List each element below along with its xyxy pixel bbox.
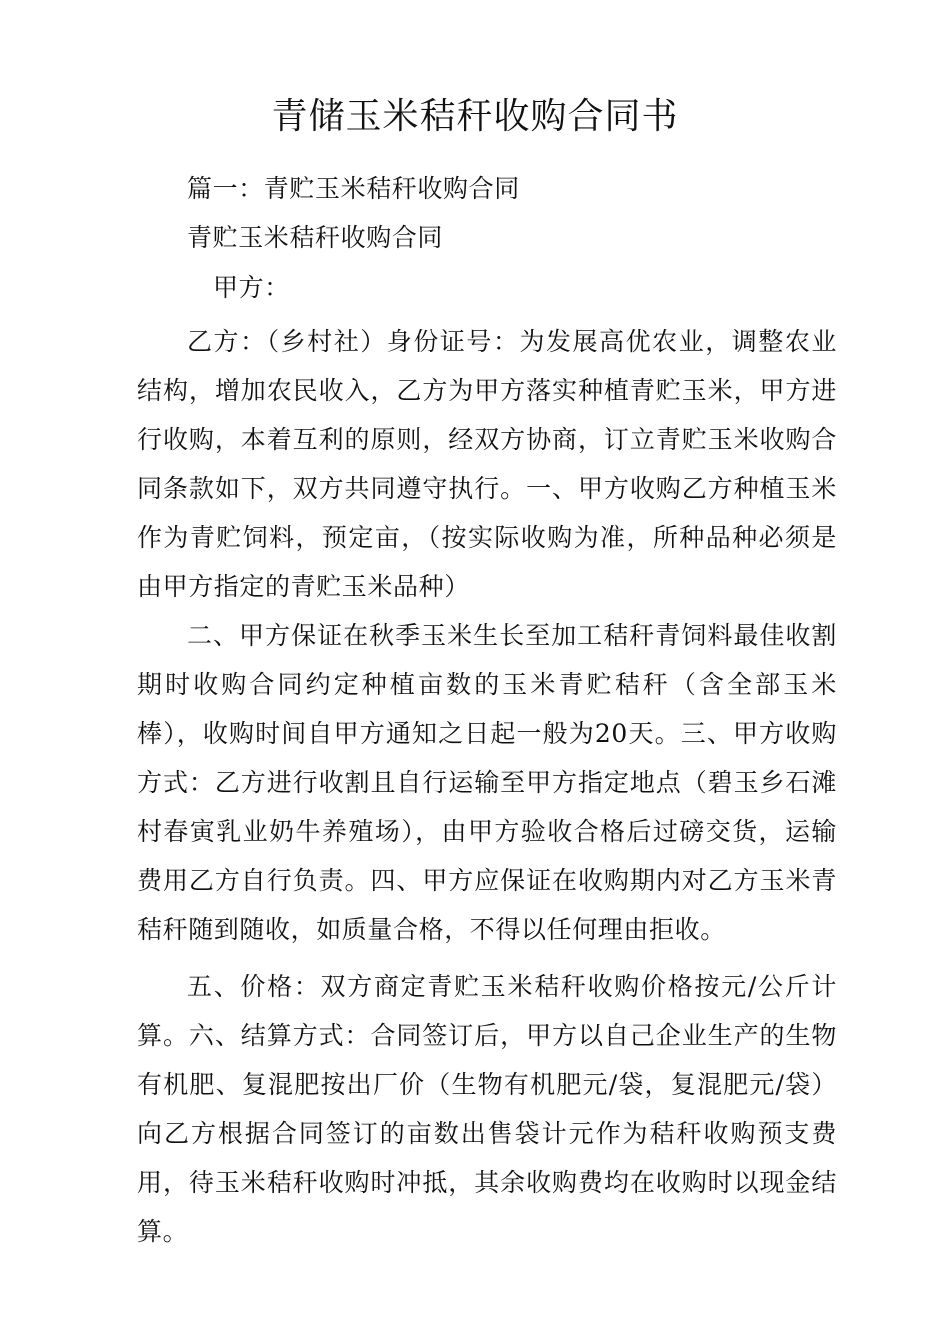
contract-heading: 青贮玉米秸秆收购合同 bbox=[187, 223, 444, 252]
paragraph-terms-2-4: 二、甲方保证在秋季玉米生长至加工秸秆青饲料最佳收割期时收购合同约定种植亩数的玉米青贮秸秆（含全部玉米棒），收购时间自甲方通知之日起一般为20天。三、甲方收购方式：乙方进行收割且自行运输至甲方指定地点（碧玉乡石滩村春寅乳业奶牛养殖场），由甲方验收合格后过磅交货，运输费用乙方自行负责。四、甲方应保证在收购期内对乙方玉米青秸秆随到随收，如质量合格，不得以任何理由拒收。 bbox=[137, 621, 837, 944]
document-title: 青储玉米秸秆收购合同书 bbox=[271, 96, 679, 137]
paragraph-terms-5-6: 五、价格：双方商定青贮玉米秸秆收购价格按元/公斤计算。六、结算方式：合同签订后，甲方以自己企业生产的生物有机肥、复混肥按出厂价（生物有机肥元/袋，复混肥元/袋）向乙方根据合同签订的亩数出售袋计元作为秸秆收购预支费用，待玉米秸秆收购时冲抵，其余收购费均在收购时以现金结算。 bbox=[137, 972, 837, 1246]
party-a-label: 甲方： bbox=[213, 273, 290, 302]
paragraph-party-b: 乙方：（乡村社）身份证号：为发展高优农业，调整农业结构，增加农民收入，乙方为甲方落实种植青贮玉米，甲方进行收购，本着互利的原则，经双方协商，订立青贮玉米收购合同条款如下，双方共同遵守执行。一、甲方收购乙方种植玉米作为青贮饲料，预定亩，（按实际收购为准，所种品种必须是由甲方指定的青贮玉米品种） bbox=[137, 327, 837, 601]
section-heading: 篇一：青贮玉米秸秆收购合同 bbox=[187, 174, 520, 203]
